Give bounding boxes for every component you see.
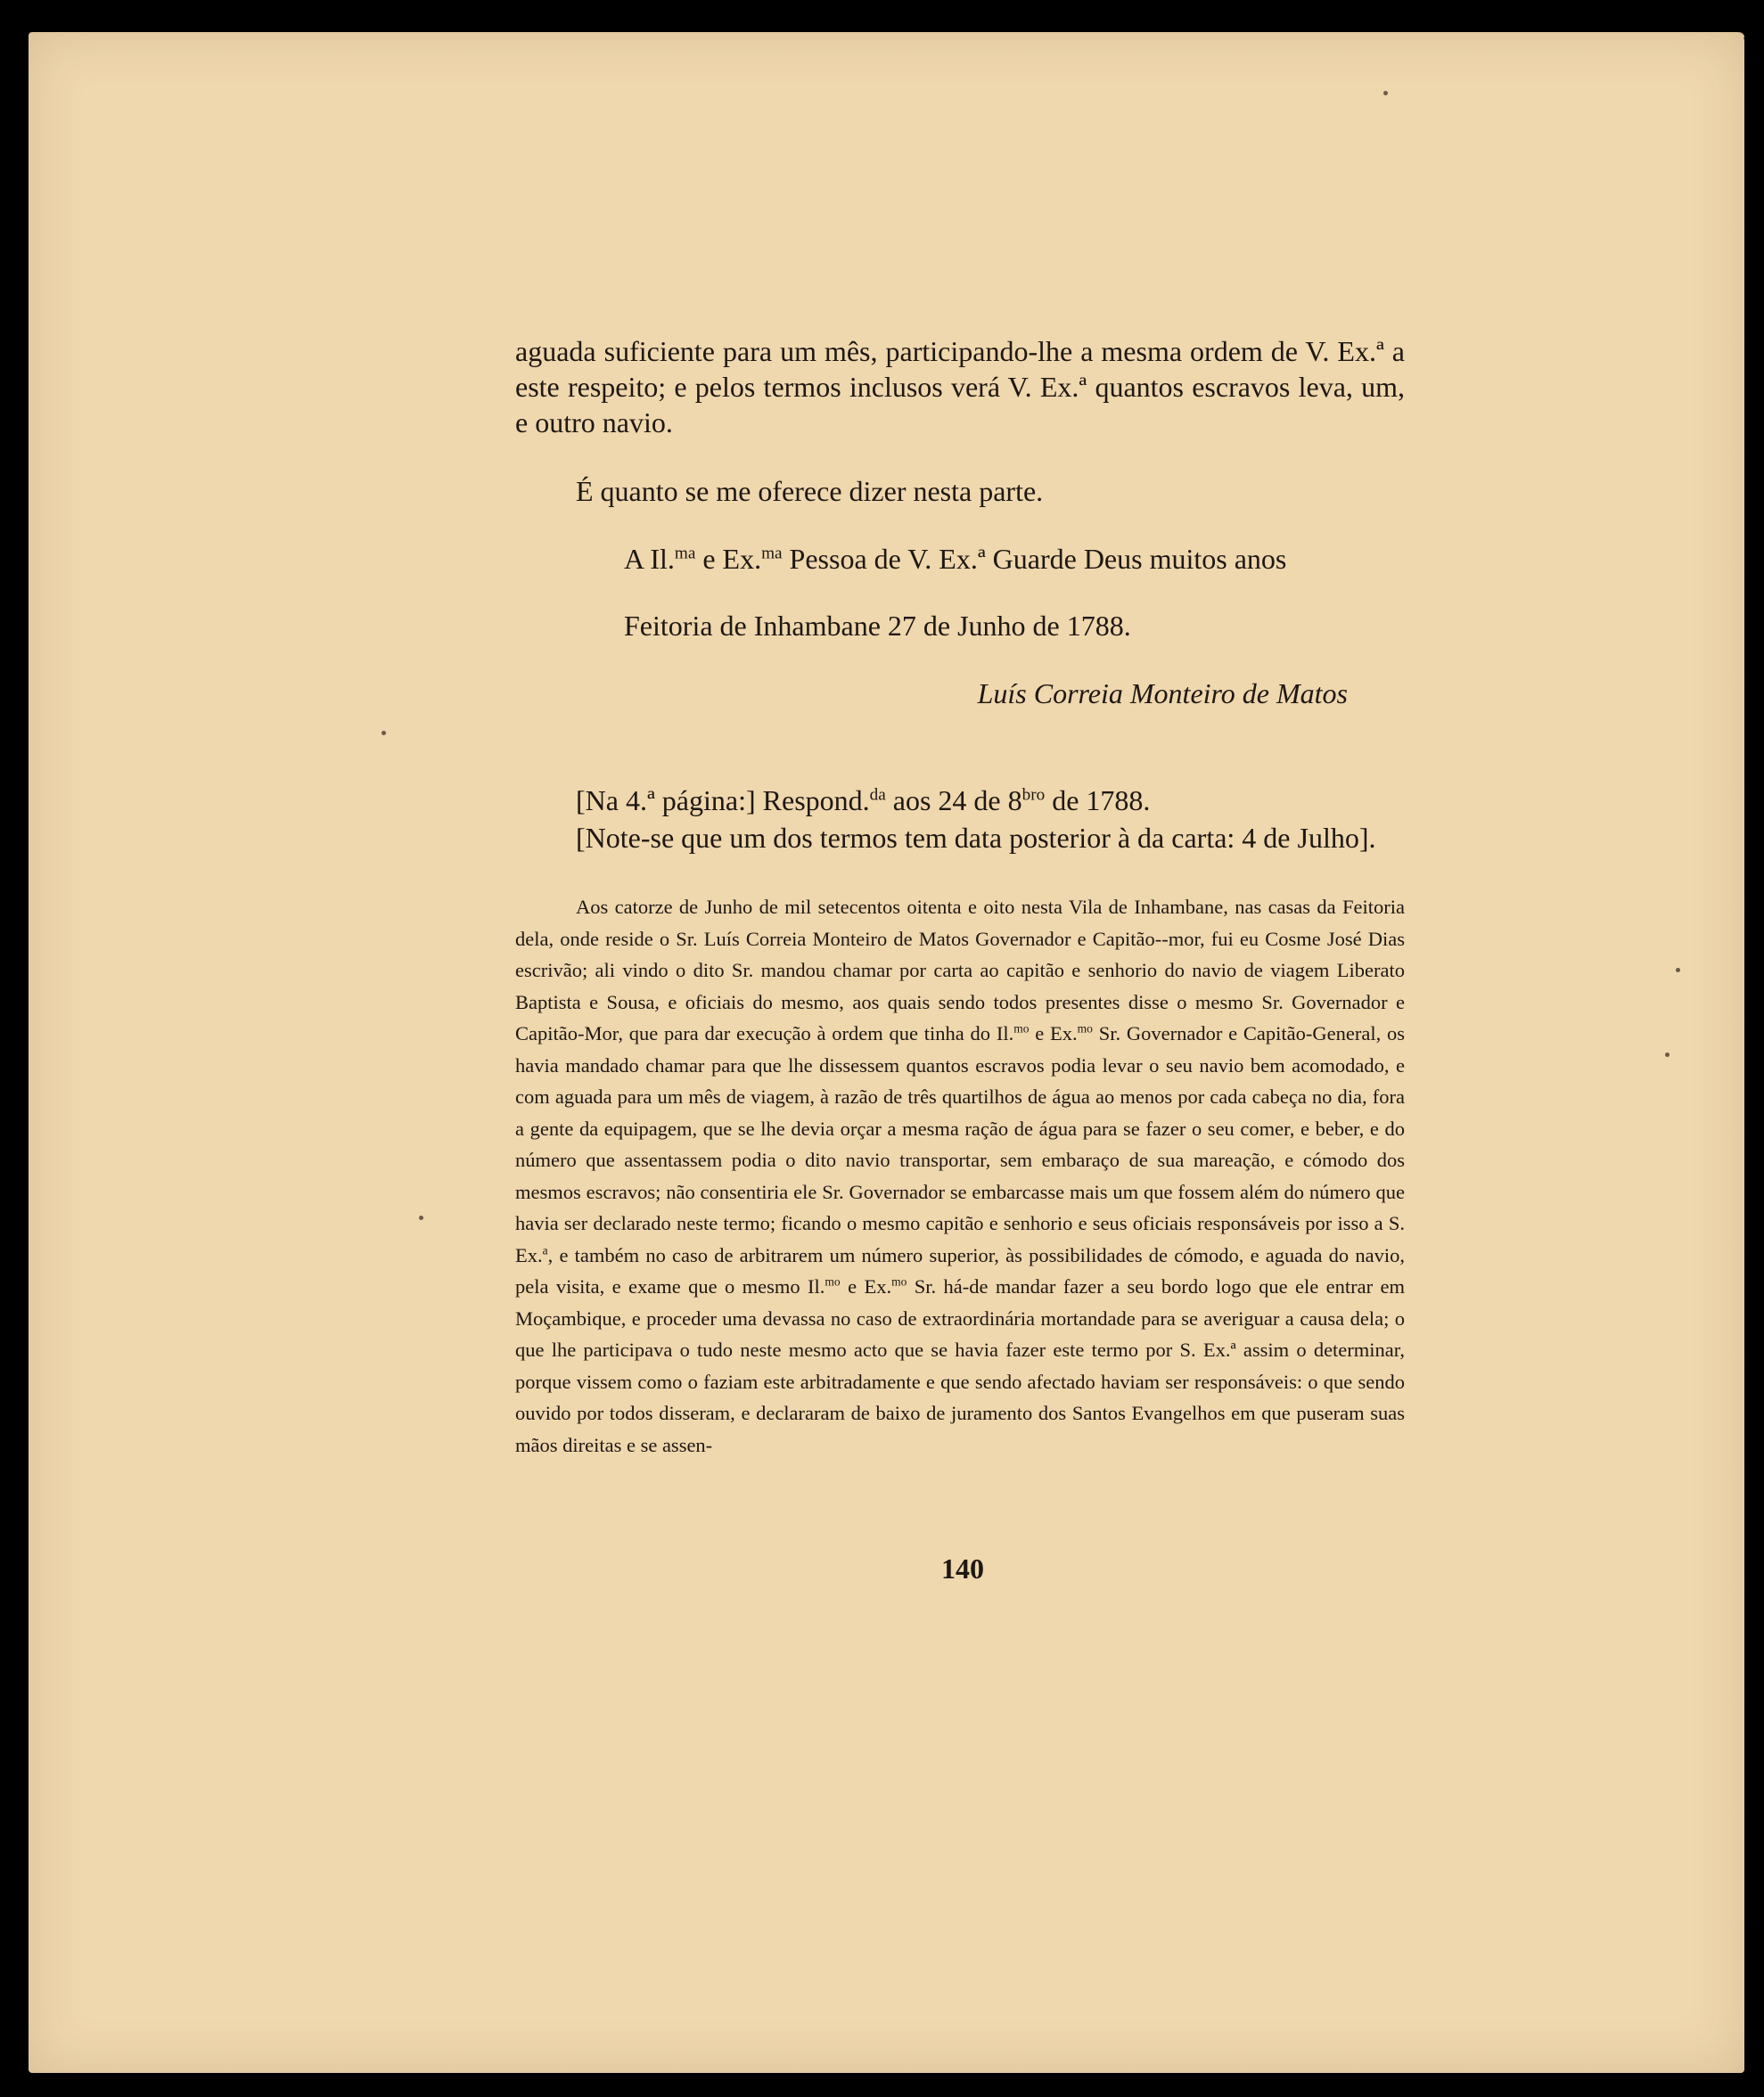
paper-speck bbox=[419, 1216, 423, 1220]
signature: Luís Correia Monteiro de Matos bbox=[977, 677, 1348, 709]
salutation-line: A Il.$^{ma}$ e Ex.$^{ma}$ Pessoa de V. Ex.ª Guarde Deus muitos anos bbox=[624, 543, 1287, 575]
paper-speck bbox=[1383, 91, 1388, 95]
editorial-note-date: [Note-se que um dos termos tem data posterior à da carta: 4 de Julho]. bbox=[576, 822, 1376, 854]
page-number: 140 bbox=[941, 1552, 984, 1585]
paper-speck bbox=[382, 731, 386, 735]
letter-closing-line: É quanto se me oferece dizer nesta parte. bbox=[576, 475, 1044, 507]
paper-speck bbox=[1665, 1053, 1670, 1057]
letter-paragraph: aguada suficiente para um mês, participando-lhe a mesma ordem de V. Ex.ª a este respeito; e pelos termos inclusos verá V. Ex.ª quantos escravos leva, um, e outro navio. bbox=[515, 335, 1405, 438]
place-date-line: Feitoria de Inhambane 27 de Junho de 1788. bbox=[624, 610, 1131, 642]
term-paragraph: Aos catorze de Junho de mil setecentos oitenta e oito nesta Vila de Inhambane, nas casas da Feitoria dela, onde reside o Sr. Luís Correia Monteiro de Matos Governador e Capitão--mor, fui eu Cosme José Dias escrivão; ali vindo o dito Sr. mandou chamar por carta ao capitão e senhorio do navio de viagem Liberato Baptista e Sousa, e oficiais do mesmo, aos quais sendo todos presentes disse o mesmo Sr. Governador e Capitão-Mor, que para dar execução à ordem que tinha do Il.$^{mo}$ e Ex.$^{mo}$ Sr. Governador e Capitão-General, os havia mandado chamar para que lhe dissessem quantos escravos podia levar o seu navio bem acomodado, e com aguada para um mês de viagem, à razão de três quartilhos de água ao menos por cada cabeça no dia, fora a gente da equipagem, que se lhe devia orçar a mesma ração de água para se fazer o seu comer, e beber, e do número que assentassem podia o dito navio transportar, sem embaraço de sua mareação, e cómodo dos mesmos escravos; não consentiria ele Sr. Governador se embarcasse mais um que fossem além do número que havia ser declarado neste termo; ficando o mesmo capitão e senhorio e seus oficiais responsáveis por isso a S. Ex.$^a$, e também no caso de arbitrarem um número superior, às possibilidades de cómodo, e aguada do navio, pela visita, e exame que o mesmo Il.$^{mo}$ e Ex.$^{mo}$ Sr. há-de mandar fazer a seu bordo logo que ele entrar em Moçambique, e proceder uma devassa no caso de extraordinária mortandade para se averiguar a causa dela; o que lhe participava o tudo neste mesmo acto que se havia fazer este termo por S. Ex.ª assim o determinar, porque vissem como o faziam este arbitradamente e que sendo afectado haviam ser responsáveis: o que sendo ouvido por todos disseram, e declararam de baixo de juramento dos Santos Evangelhos em que puseram suas mãos direitas e se assen- bbox=[515, 896, 1406, 1456]
editorial-note-response: [Na 4.ª página:] Respond.$^{da}$ aos 24 de $8^{bro}$ de 1788. bbox=[576, 784, 1151, 816]
paper-speck bbox=[1676, 968, 1680, 972]
term-document bbox=[515, 891, 1405, 1461]
